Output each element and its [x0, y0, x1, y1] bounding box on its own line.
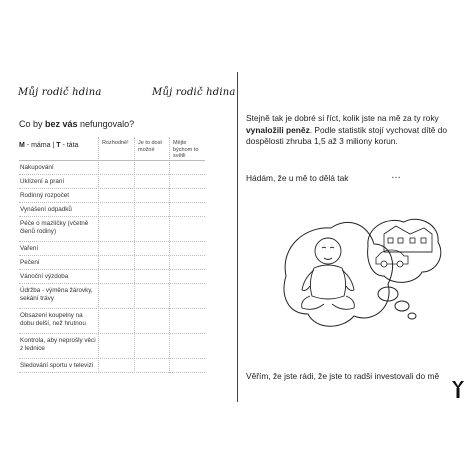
answer-cell-other[interactable] [170, 334, 205, 358]
col-header-other: Mějte býchom to světli [173, 140, 199, 159]
house-and-car-illustration [376, 226, 432, 267]
answer-cell-possible[interactable] [135, 217, 169, 241]
answer-cell-definitely[interactable] [99, 189, 134, 202]
answer-cell-other[interactable] [170, 359, 205, 372]
legend-t: T [56, 142, 61, 149]
guess-paragraph: Hádám, že u mě to dělá tak [246, 173, 349, 183]
answer-cell-definitely[interactable] [99, 256, 134, 269]
question-heading [19, 119, 134, 129]
answer-cell-possible[interactable] [135, 284, 169, 308]
table-row [19, 309, 205, 334]
baby-illustration [302, 238, 355, 309]
table-row [19, 270, 205, 284]
row-label: Nakupování [20, 164, 54, 171]
answer-cell-other[interactable] [170, 203, 205, 216]
row-label: Péče o mazlíčky (včetně členů rodiny) [20, 220, 89, 235]
table-row [19, 175, 205, 189]
row-label: Vánoční výzdoba [20, 273, 69, 280]
table-row [19, 217, 205, 242]
answer-cell-definitely[interactable] [99, 161, 134, 174]
answer-cell-possible[interactable] [135, 189, 169, 202]
answer-cell-possible[interactable] [135, 242, 169, 255]
thought-bubble [284, 219, 441, 326]
cost-text-b: . Podle statistik stojí vychovat dítě do dospělosti zhruba 1,5 až 3 miliony korun. [246, 124, 448, 147]
col-header-possible: Je to dost možné [138, 140, 162, 153]
answer-cell-other[interactable] [170, 309, 205, 333]
table-row [19, 203, 205, 217]
answer-cell-possible[interactable] [135, 256, 169, 269]
answer-cell-possible[interactable] [135, 334, 169, 358]
answer-cell-definitely[interactable] [99, 203, 134, 216]
answer-cell-definitely[interactable] [99, 217, 134, 241]
legend-m: M [19, 142, 25, 149]
answer-cell-possible[interactable] [135, 203, 169, 216]
answer-cell-possible[interactable] [135, 359, 169, 372]
row-label: Kontrola, aby neprošly věci z lednice [20, 337, 96, 352]
publisher-logo-icon [451, 380, 465, 398]
row-label: Pečení [20, 259, 40, 266]
chores-table [19, 137, 205, 373]
row-label: Rodinný rozpočet [20, 192, 70, 199]
table-header [19, 137, 205, 161]
table-row [19, 242, 205, 256]
question-bold: bez vás [45, 119, 78, 129]
table-row [19, 334, 205, 359]
answer-cell-definitely[interactable] [99, 334, 134, 358]
col-header-definitely: Rozhodně! [102, 140, 129, 146]
answer-cell-possible[interactable] [135, 175, 169, 188]
answer-cell-possible[interactable] [135, 270, 169, 283]
question-prefix: Co by [19, 119, 46, 129]
brand-title-right: Můj rodič hdina [152, 87, 236, 98]
answer-cell-other[interactable] [170, 284, 205, 308]
investment-paragraph: Věřím, že jste rádi, že jste to radši investovali do mě [246, 371, 440, 381]
table-row [19, 284, 205, 309]
table-body [19, 161, 205, 373]
table-row [19, 161, 205, 175]
answer-cell-other[interactable] [170, 256, 205, 269]
legend-t-text: - táta [60, 142, 79, 149]
answer-cell-definitely[interactable] [99, 270, 134, 283]
cost-text-a: Stejně tak je dobré si říct, kolik jste na mě za ty roky [246, 113, 439, 123]
row-label: Vynášení odpadků [20, 206, 72, 213]
answer-cell-definitely[interactable] [99, 175, 134, 188]
answer-cell-other[interactable] [170, 242, 205, 255]
row-label: Obsazení koupelny na dobu delší, než hrutnou [20, 312, 86, 327]
answer-cell-other[interactable] [170, 161, 205, 174]
table-row [19, 359, 205, 373]
legend-m-text: - máma | [24, 142, 57, 149]
question-suffix: nefungovalo? [77, 119, 135, 129]
cost-text-bold: vynaložili peněz [246, 124, 310, 135]
row-label: Sledování sportu v televizi [20, 362, 94, 369]
cost-paragraph [246, 113, 466, 148]
row-label: Vaření [20, 245, 39, 252]
answer-cell-other[interactable] [170, 175, 205, 188]
answer-cell-possible[interactable] [135, 309, 169, 333]
row-label: Údržba - výměna žárovky, sekání trávy [20, 287, 93, 302]
row-label: Uklízení a praní [20, 178, 65, 185]
answer-cell-definitely[interactable] [99, 284, 134, 308]
answer-cell-other[interactable] [170, 189, 205, 202]
answer-cell-other[interactable] [170, 217, 205, 241]
baby-thought-illustration [276, 206, 446, 354]
answer-cell-definitely[interactable] [99, 309, 134, 333]
brand-title-left: Můj rodič hdina [18, 87, 102, 98]
answer-cell-definitely[interactable] [99, 359, 134, 372]
answer-cell-other[interactable] [170, 270, 205, 283]
answer-cell-definitely[interactable] [99, 242, 134, 255]
table-row [19, 189, 205, 203]
guess-dots: … [391, 170, 402, 181]
answer-cell-possible[interactable] [135, 161, 169, 174]
legend-key [19, 143, 78, 150]
table-row [19, 256, 205, 270]
